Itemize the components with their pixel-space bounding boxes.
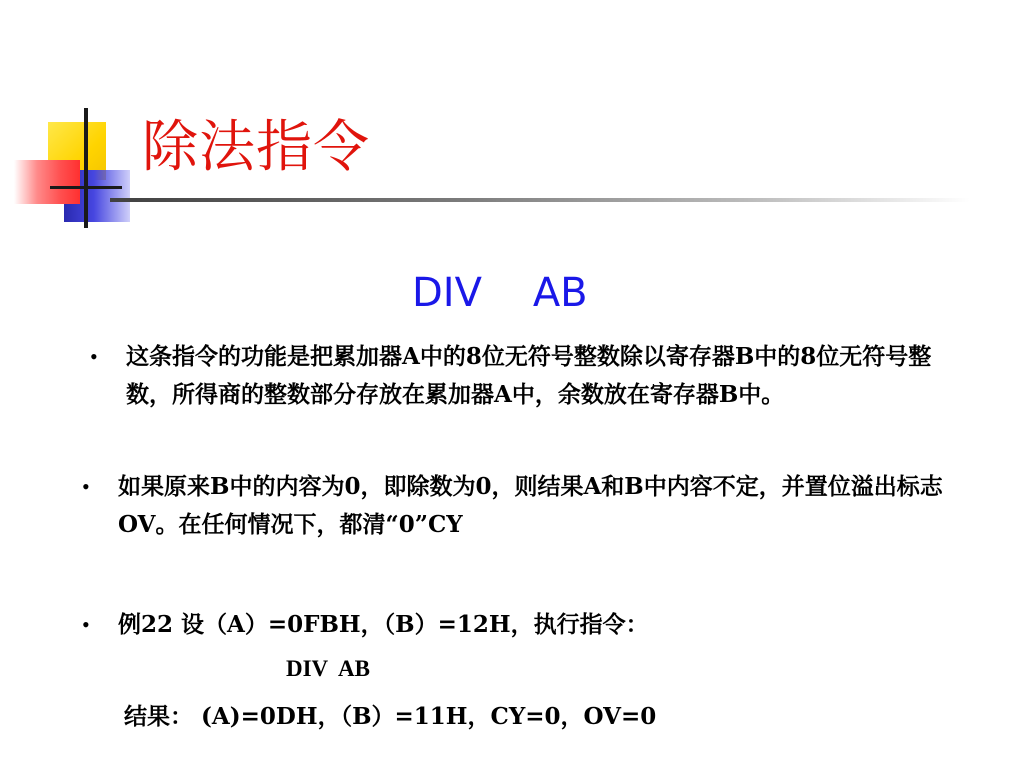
bullet-text-function: 这条指令的功能是把累加器A中的8位无符号整数除以寄存器B中的8位无符号整数，所得商的整数部分存放在累加器A中，余数放在寄存器B中。 [126, 343, 932, 408]
example-result: 结果： (A)=0DH，（B）=11H，CY=0，OV=0 [124, 703, 657, 730]
example-instruction: DIV AB [286, 656, 370, 681]
bullet-text-example: 例22 设（A）=0FBH，（B）=12H，执行指令： [118, 611, 649, 638]
decorative-red-square [14, 160, 80, 204]
bullet-marker: • [90, 344, 98, 369]
bullet-marker: • [82, 612, 90, 637]
decorative-vertical-line [84, 108, 88, 228]
decorative-short-line [50, 186, 122, 189]
bullet-text-zero-divisor: 如果原来B中的内容为0，即除数为0，则结果A和B中内容不定，并置位溢出标志OV。在任何情况下，都清“0”CY [118, 473, 943, 538]
slide-title: 除法指令 [142, 115, 370, 180]
title-underline [110, 198, 970, 202]
slide-subtitle: DIV AB [412, 270, 588, 316]
bullet-marker: • [82, 474, 90, 499]
